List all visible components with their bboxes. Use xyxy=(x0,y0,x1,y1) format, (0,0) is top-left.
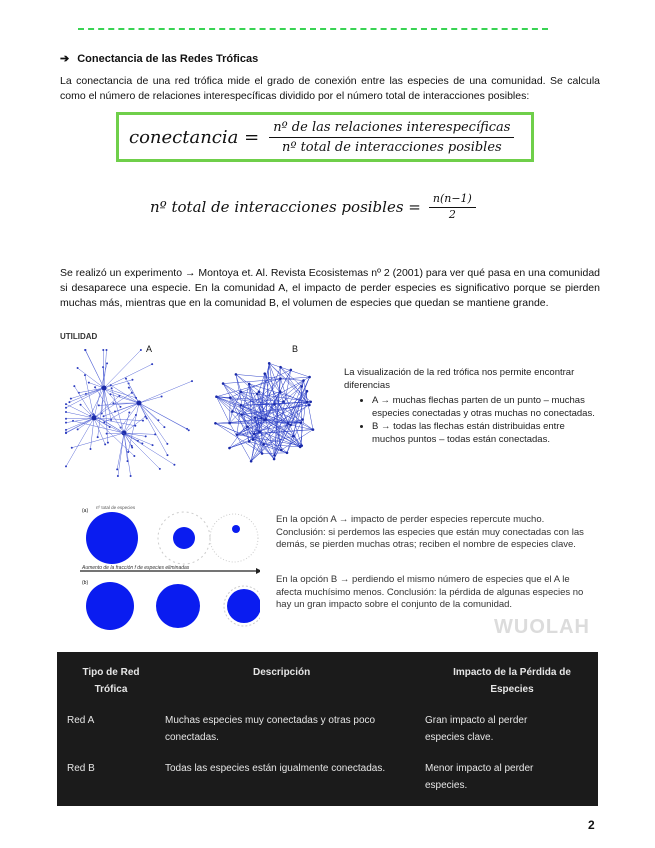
small-label: nº total de especies xyxy=(96,505,136,510)
network-node xyxy=(279,377,282,380)
row-a-circles xyxy=(86,512,258,564)
network-edge xyxy=(129,388,139,403)
network-node xyxy=(258,431,261,434)
bullet-b: • B → todas las flechas están distribuidas entre muchos puntos – todas están conectadas. xyxy=(372,420,600,446)
formula2-denominator: 2 xyxy=(448,208,456,221)
network-node xyxy=(299,421,302,424)
network-node xyxy=(89,448,91,450)
network-node xyxy=(214,422,217,425)
network-node xyxy=(286,452,289,455)
wuolah-watermark: WUOLAH xyxy=(494,616,590,638)
network-a-fragment-circle xyxy=(232,525,240,533)
network-edge xyxy=(78,368,104,388)
table-cell: Red B xyxy=(67,763,95,774)
network-node xyxy=(109,426,111,428)
section-heading xyxy=(60,52,258,65)
network-node xyxy=(228,447,231,450)
table-cell: Red A xyxy=(67,715,95,726)
removal-arrowhead xyxy=(256,568,260,574)
page-number: 2 xyxy=(588,818,595,832)
network-node xyxy=(302,379,305,382)
network-node xyxy=(300,385,303,388)
tag-a: (a) xyxy=(82,508,89,514)
table-cell: Todas las especies están igualmente conectadas. xyxy=(165,763,386,774)
network-edge xyxy=(124,433,153,445)
network-node xyxy=(253,433,256,436)
network-edge xyxy=(117,433,124,469)
network-node xyxy=(308,376,311,379)
network-node xyxy=(104,443,106,445)
network-node xyxy=(154,433,156,435)
formula-fraction xyxy=(269,120,514,155)
network-node xyxy=(105,349,107,351)
network-node xyxy=(98,404,100,406)
network-edge xyxy=(139,403,167,444)
network-node xyxy=(250,460,253,463)
network-b-mid-circle xyxy=(156,584,200,628)
network-node xyxy=(119,406,121,408)
network-node xyxy=(239,404,242,407)
network-node xyxy=(166,454,168,456)
network-node xyxy=(107,442,109,444)
network-node xyxy=(141,442,143,444)
network-explanation xyxy=(344,366,600,446)
network-node xyxy=(131,445,133,447)
network-node xyxy=(256,393,259,396)
intro-paragraph: La conectancia de una red trófica mide el grado de conexión entre las especies de una comunidad. Se calcula como el número de relaciones interespecíficas dividido por el número total de interacciones posibles: xyxy=(60,75,600,102)
network-node xyxy=(111,387,113,389)
formula-denominator: nº total de interacciones posibles xyxy=(281,139,502,155)
network-node xyxy=(240,391,243,394)
network-node xyxy=(273,458,276,461)
network-node xyxy=(163,426,165,428)
network-edge xyxy=(124,433,160,469)
comparison-table xyxy=(57,652,598,806)
network-a-shrunk-circle xyxy=(173,527,195,549)
network-node xyxy=(84,349,86,351)
network-node xyxy=(103,415,105,417)
tag-b: (b) xyxy=(82,580,89,586)
network-node xyxy=(106,433,108,435)
network-node xyxy=(127,451,129,453)
network-node xyxy=(261,452,264,455)
network-node xyxy=(301,418,304,421)
network-node xyxy=(65,465,67,467)
network-node xyxy=(246,425,249,428)
network-b-late-circle xyxy=(227,589,260,623)
network-node xyxy=(188,429,190,431)
network-node xyxy=(126,460,128,462)
network-node xyxy=(80,404,82,406)
network-node xyxy=(65,411,67,413)
network-node xyxy=(117,475,119,477)
network-node xyxy=(144,416,146,418)
network-node xyxy=(102,349,104,351)
network-node xyxy=(240,413,243,416)
network-node xyxy=(222,382,225,385)
network-explanation-intro: La visualización de la red trófica nos permite encontrar diferencias xyxy=(344,367,575,391)
network-node xyxy=(134,425,136,427)
network-node xyxy=(65,432,67,434)
network-edge xyxy=(139,381,192,403)
network-node xyxy=(228,422,231,425)
table-cell: Gran impacto al perder especies clave. xyxy=(425,715,528,743)
network-node xyxy=(258,390,261,393)
network-node xyxy=(131,392,133,394)
network-edge xyxy=(104,350,141,388)
network-node xyxy=(260,417,263,420)
network-node xyxy=(94,386,96,388)
network-node xyxy=(68,401,70,403)
network-node xyxy=(280,449,283,452)
network-node xyxy=(118,395,120,397)
network-node xyxy=(268,362,271,365)
experiment-paragraph: Se realizó un experimento → Montoya et. Al. Revista Ecosistemas nº 2 (2001) para ver qué pasa en una comunidad si desaparece una especie. En la comunidad A, el impacto de perder especies es significativo porque se pierden muchas más, mientras que en la comunidad B, el volumen de especies que quedan se mantiene grande. xyxy=(60,267,600,309)
network-node xyxy=(131,379,133,381)
network-node xyxy=(173,464,175,466)
option-a-text: En la opción A → impacto de perder especies repercute mucho. Conclusión: si perdemos las especies que están muy conectadas con las demás, se pierden muchas otras; reciben el nombre de especies clave. xyxy=(276,514,584,550)
network-node xyxy=(254,416,257,419)
network-node xyxy=(112,402,114,404)
network-node xyxy=(273,403,276,406)
network-node xyxy=(235,373,238,376)
network-node xyxy=(161,396,163,398)
table-cell: Menor impacto al perder especies. xyxy=(425,763,534,791)
network-bullet-list xyxy=(344,394,600,446)
network-node xyxy=(166,443,168,445)
network-node xyxy=(231,410,234,413)
network-node xyxy=(248,383,251,386)
network-node xyxy=(262,443,265,446)
network-node xyxy=(92,416,97,421)
network-node xyxy=(137,401,142,406)
network-node xyxy=(273,454,276,457)
network-node xyxy=(290,369,293,372)
network-edge xyxy=(66,418,94,430)
network-node xyxy=(279,390,282,393)
table-cell: Muchas especies muy conectadas y otras poco conectadas. xyxy=(165,715,376,743)
network-edge xyxy=(98,388,104,437)
network-node xyxy=(306,390,309,393)
network-node xyxy=(299,445,302,448)
network-node xyxy=(65,429,67,431)
network-node xyxy=(65,407,67,409)
formula2-fraction xyxy=(429,192,476,221)
network-node xyxy=(159,468,161,470)
network-edge xyxy=(118,433,124,476)
network-edge xyxy=(104,350,106,388)
network-node xyxy=(130,475,132,477)
network-node xyxy=(142,420,144,422)
dashed-divider xyxy=(78,28,548,30)
network-node xyxy=(287,422,290,425)
conectancia-formula xyxy=(116,112,534,162)
formula-lhs: conectancia = xyxy=(129,126,260,148)
network-node xyxy=(191,380,193,382)
network-edge xyxy=(90,418,94,449)
network-node xyxy=(133,455,135,457)
network-node xyxy=(125,378,127,380)
network-edge xyxy=(126,379,139,403)
network-node xyxy=(128,412,130,414)
network-node xyxy=(236,433,239,436)
network-node xyxy=(88,382,90,384)
network-node xyxy=(114,411,116,413)
network-node xyxy=(306,401,309,404)
network-node xyxy=(215,395,218,398)
header-cell: Descripción xyxy=(253,667,311,678)
formula2-numerator: n(n−1) xyxy=(429,192,476,208)
network-node xyxy=(252,438,255,441)
network-node xyxy=(292,435,295,438)
network-node xyxy=(140,349,142,351)
network-node xyxy=(70,398,72,400)
network-node xyxy=(308,404,311,407)
network-node xyxy=(77,367,79,369)
network-node xyxy=(282,400,285,403)
network-node xyxy=(102,386,107,391)
network-b-graph xyxy=(204,352,334,472)
network-node xyxy=(279,366,282,369)
formula2-lhs: nº total de interacciones posibles = xyxy=(150,197,421,216)
network-node xyxy=(248,440,251,443)
network-edge xyxy=(85,375,94,418)
network-b-full-circle xyxy=(86,582,134,630)
formula-numerator: nº de las relaciones interespecíficas xyxy=(269,120,514,138)
network-a-label: A xyxy=(146,344,153,354)
network-node xyxy=(151,363,153,365)
network-node xyxy=(135,397,137,399)
network-edge xyxy=(300,391,307,446)
header-cell: Tipo de Red Trófica xyxy=(82,667,140,695)
arrow-icon: ➔ xyxy=(60,53,70,65)
network-node xyxy=(65,418,67,420)
network-edge xyxy=(139,397,162,403)
network-node xyxy=(65,422,67,424)
network-node xyxy=(145,435,147,437)
network-node xyxy=(110,419,112,421)
header-cell: Impacto de la Pérdida de Especies xyxy=(453,667,571,695)
network-node xyxy=(65,403,67,405)
interactions-formula xyxy=(150,192,476,221)
network-a-full-circle xyxy=(86,512,138,564)
network-node xyxy=(97,436,99,438)
option-b-text: En la opción B → perdiendo el mismo número de especies que el A le afecta muchísimo menos. Conclusión: la pérdida de algunas especies no hay un gran impacto sobre el conjunto de la comunidad. xyxy=(276,574,584,610)
network-node xyxy=(106,362,108,364)
species-removal-figure xyxy=(60,502,600,632)
network-a-graph xyxy=(64,348,194,478)
network-node xyxy=(73,385,75,387)
network-edge xyxy=(105,389,139,403)
arrow-label: Aumento de la fracción f de especies eliminadas xyxy=(82,565,190,571)
network-b-label: B xyxy=(292,344,299,354)
network-node xyxy=(135,414,137,416)
section-title: Conectancia de las Redes Tróficas xyxy=(77,52,259,65)
bullet-a: • A → muchas flechas parten de un punto – muchas especies conectadas y otras muchas no conectadas. xyxy=(372,394,600,420)
network-node xyxy=(263,419,266,422)
network-node xyxy=(71,447,73,449)
network-edge xyxy=(69,388,104,402)
network-node xyxy=(152,444,154,446)
network-node xyxy=(309,400,312,403)
utility-label: UTILIDAD xyxy=(60,332,98,341)
network-node xyxy=(263,372,266,375)
network-node xyxy=(77,428,79,430)
network-node xyxy=(229,396,232,399)
network-edge xyxy=(124,413,129,433)
network-edge xyxy=(281,430,313,450)
network-edge xyxy=(104,364,152,388)
network-node xyxy=(84,374,86,376)
network-node xyxy=(312,428,315,431)
network-figure xyxy=(60,330,600,480)
network-a-fragmented-frame xyxy=(210,514,258,562)
network-node xyxy=(128,387,130,389)
row-b-circles xyxy=(86,582,260,630)
network-node xyxy=(116,468,118,470)
network-node xyxy=(289,424,292,427)
